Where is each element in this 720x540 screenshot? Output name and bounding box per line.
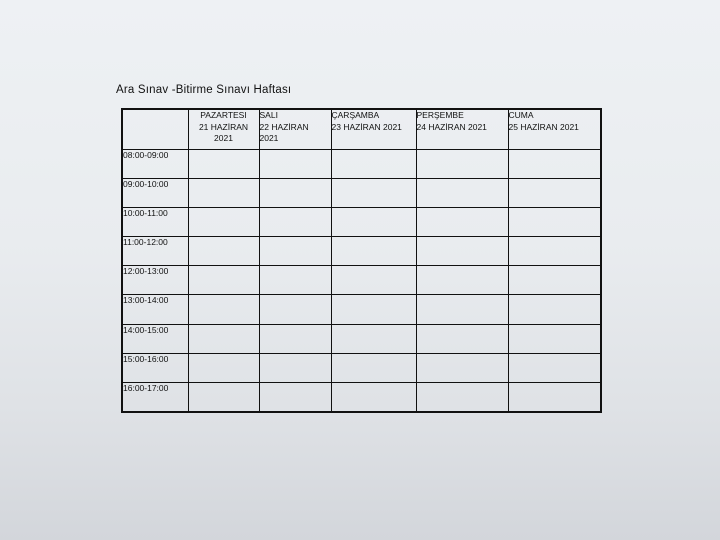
schedule-cell bbox=[416, 266, 508, 295]
schedule-cell bbox=[416, 295, 508, 324]
header-day-friday bbox=[508, 109, 601, 149]
day-name: ÇARŞAMBA bbox=[331, 110, 380, 120]
schedule-cell bbox=[416, 383, 508, 412]
day-name: CUMA bbox=[508, 110, 534, 120]
page-title: Ara Sınav -Bitirme Sınavı Haftası bbox=[116, 84, 292, 96]
schedule-cell bbox=[508, 324, 601, 353]
day-year: 2021 bbox=[259, 133, 279, 143]
schedule-cell bbox=[508, 266, 601, 295]
schedule-cell bbox=[331, 207, 416, 236]
schedule-cell bbox=[331, 237, 416, 266]
time-slot-label: 13:00-14:00 bbox=[122, 295, 188, 324]
schedule-cell bbox=[508, 353, 601, 382]
schedule-cell bbox=[188, 237, 259, 266]
schedule-cell bbox=[259, 178, 331, 207]
schedule-cell bbox=[416, 324, 508, 353]
table-row bbox=[122, 178, 601, 207]
schedule-cell bbox=[508, 383, 601, 412]
schedule-cell bbox=[188, 178, 259, 207]
table-row bbox=[122, 295, 601, 324]
header-day-monday bbox=[188, 109, 259, 149]
time-slot-label: 09:00-10:00 bbox=[122, 178, 188, 207]
time-slot-label: 12:00-13:00 bbox=[122, 266, 188, 295]
day-date: 23 HAZİRAN 2021 bbox=[331, 121, 402, 132]
time-slot-label: 14:00-15:00 bbox=[122, 324, 188, 353]
day-date: 21 HAZİRAN bbox=[198, 121, 249, 132]
day-date: 22 HAZİRAN bbox=[259, 121, 309, 132]
schedule-cell bbox=[259, 266, 331, 295]
day-name: SALI bbox=[259, 110, 278, 120]
schedule-cell bbox=[331, 149, 416, 178]
schedule-cell bbox=[416, 149, 508, 178]
schedule-cell bbox=[331, 295, 416, 324]
schedule-cell bbox=[508, 149, 601, 178]
day-date: 24 HAZİRAN 2021 bbox=[416, 121, 487, 132]
schedule-cell bbox=[508, 178, 601, 207]
day-name: PERŞEMBE bbox=[416, 110, 464, 120]
schedule-cell bbox=[259, 353, 331, 382]
table-row bbox=[122, 149, 601, 178]
schedule-cell bbox=[259, 324, 331, 353]
table-row bbox=[122, 266, 601, 295]
schedule-cell bbox=[416, 207, 508, 236]
schedule-cell bbox=[331, 324, 416, 353]
schedule-cell bbox=[188, 295, 259, 324]
table-row bbox=[122, 324, 601, 353]
table-header-row bbox=[122, 109, 601, 149]
day-date: 25 HAZİRAN 2021 bbox=[508, 121, 579, 132]
schedule-cell bbox=[188, 353, 259, 382]
schedule-cell bbox=[331, 266, 416, 295]
schedule-cell bbox=[416, 178, 508, 207]
schedule-cell bbox=[331, 178, 416, 207]
schedule-cell bbox=[416, 237, 508, 266]
schedule-cell bbox=[259, 207, 331, 236]
day-year: 2021 bbox=[214, 133, 233, 143]
day-name: PAZARTESI bbox=[200, 110, 247, 120]
time-slot-label: 11:00-12:00 bbox=[122, 237, 188, 266]
time-slot-label: 10:00-11:00 bbox=[122, 207, 188, 236]
schedule-cell bbox=[508, 295, 601, 324]
schedule-cell bbox=[259, 295, 331, 324]
header-corner-cell bbox=[122, 109, 188, 149]
table-row bbox=[122, 237, 601, 266]
schedule-cell bbox=[188, 149, 259, 178]
schedule-cell bbox=[188, 324, 259, 353]
schedule-cell bbox=[188, 383, 259, 412]
header-day-tuesday bbox=[259, 109, 331, 149]
time-slot-label: 15:00-16:00 bbox=[122, 353, 188, 382]
schedule-cell bbox=[259, 383, 331, 412]
table-row bbox=[122, 207, 601, 236]
schedule-cell bbox=[331, 353, 416, 382]
table-row bbox=[122, 353, 601, 382]
exam-schedule-table bbox=[121, 108, 602, 413]
schedule-cell bbox=[331, 383, 416, 412]
table-row bbox=[122, 383, 601, 412]
schedule-cell bbox=[259, 237, 331, 266]
header-day-wednesday bbox=[331, 109, 416, 149]
schedule-cell bbox=[508, 207, 601, 236]
time-slot-label: 08:00-09:00 bbox=[122, 149, 188, 178]
schedule-cell bbox=[508, 237, 601, 266]
schedule-cell bbox=[188, 266, 259, 295]
time-slot-label: 16:00-17:00 bbox=[122, 383, 188, 412]
schedule-cell bbox=[259, 149, 331, 178]
schedule-cell bbox=[416, 353, 508, 382]
header-day-thursday bbox=[416, 109, 508, 149]
schedule-cell bbox=[188, 207, 259, 236]
